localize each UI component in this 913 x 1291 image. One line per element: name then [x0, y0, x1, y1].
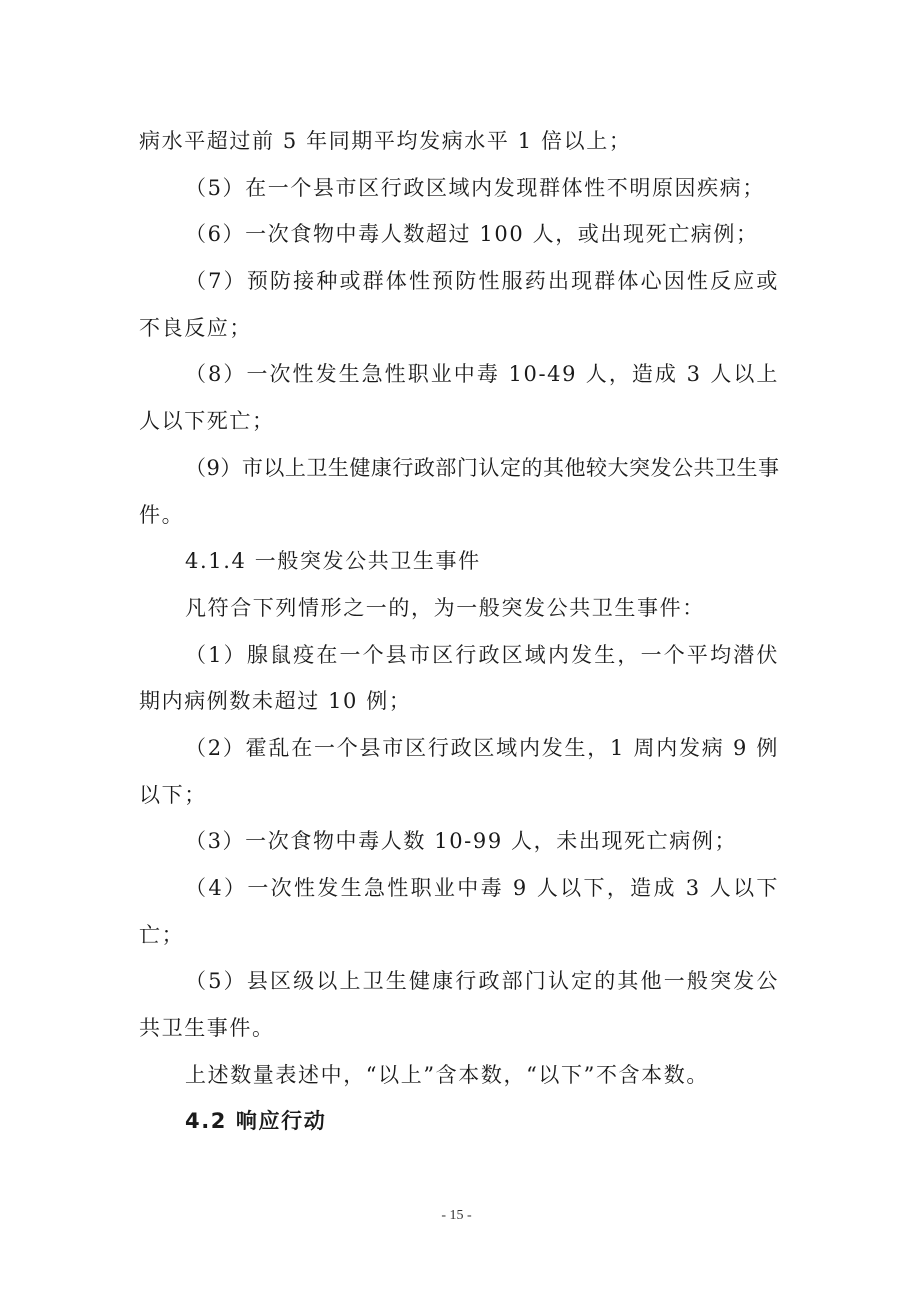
paragraph-line: （1）腺鼠疫在一个县市区行政区域内发生，一个平均潜伏	[185, 642, 779, 667]
paragraph-line: 以下；	[139, 782, 207, 807]
paragraph-line: （3）一次食物中毒人数 10-99 人，未出现死亡病例；	[185, 829, 738, 854]
section-heading: 4.2 响应行动	[185, 1109, 327, 1134]
paragraph-line: 共卫生事件。	[139, 1016, 275, 1041]
paragraph-line: 期内病例数未超过 10 例；	[139, 689, 412, 714]
paragraph-line: 亡；	[139, 922, 185, 947]
paragraph-line: （5）在一个县市区行政区域内发现群体性不明原因疾病；	[185, 175, 765, 200]
paragraph-line: （2）霍乱在一个县市区行政区域内发生，1 周内发病 9 例	[185, 735, 779, 760]
paragraph-line: （5）县区级以上卫生健康行政部门认定的其他一般突发公	[185, 969, 779, 994]
paragraph-line: （6）一次食物中毒人数超过 100 人，或出现死亡病例；	[185, 222, 759, 247]
document-body	[139, 118, 779, 1145]
page-number: - 15 -	[441, 1208, 472, 1223]
paragraph-line: （7）预防接种或群体性预防性服药出现群体心因性反应或	[185, 269, 779, 294]
paragraph-line: 病水平超过前 5 年同期平均发病水平 1 倍以上；	[139, 129, 632, 153]
paragraph-line: 人以下死亡；	[139, 409, 275, 434]
paragraph-line: 不良反应；	[139, 315, 252, 340]
paragraph-line: 件。	[139, 502, 185, 527]
paragraph-line: （4）一次性发生急性职业中毒 9 人以下，造成 3 人以下	[185, 876, 779, 900]
paragraph-line: （9）市以上卫生健康行政部门认定的其他较大突发公共卫生事	[185, 455, 779, 480]
paragraph-line: 凡符合下列情形之一的，为一般突发公共卫生事件：	[185, 595, 705, 620]
paragraph-line: （8）一次性发生急性职业中毒 10-49 人，造成 3 人以上	[185, 362, 779, 387]
section-heading: 4.1.4 一般突发公共卫生事件	[185, 549, 481, 574]
paragraph-line: 上述数量表述中，“以上”含本数，“以下”不含本数。	[185, 1062, 709, 1087]
